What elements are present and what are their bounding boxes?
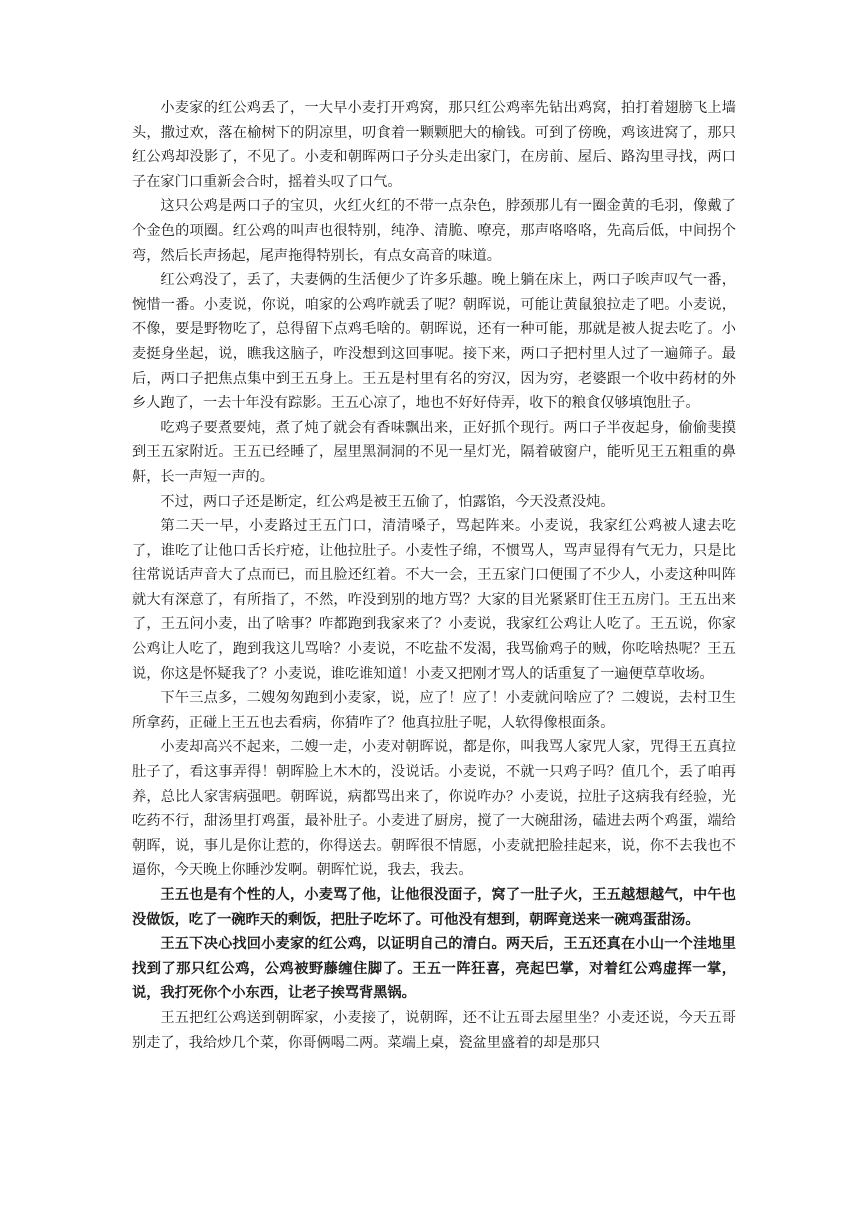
paragraph-4: 吃鸡子要煮要炖，煮了炖了就会有香味飘出来，正好抓个现行。两口子半夜起身，偷偷斐摸到王五家附近。王五已经睡了，屋里黑洞洞的不见一星灯光，隔着破窗户，能听见王五粗重的鼻鼾，长一声短一声的。: [132, 419, 736, 485]
paragraph-6: 第二天一早，小麦路过王五门口，清清嗓子，骂起阵来。小麦说，我家红公鸡被人逮去吃了，谁吃了让他口舌长疔疮，让他拉肚子。小麦性子绵，不惯骂人，骂声显得有气无力，只是比往常说话声音大了点而已，而且脸还红着。不大一会，王五家门口便围了不少人，小麦这种叫阵就大有深意了，有所指了，不然，咋没到别的地方骂？大家的目光紧紧盯住王五房门。王五出来了，王五问小麦，出了啥事？咋都跑到我家来了？小麦说，我家红公鸡让人吃了。王五说，你家公鸡让人吃了，跑到我这儿骂啥？小麦说，不吃盐不发渴，我骂偷鸡子的贼，你吃啥热呢？王五说，你这是怀疑我了？小麦说，谁吃谁知道！小麦又把刚才骂人的话重复了一遍便草草收场。: [132, 518, 736, 682]
paragraph-3: 红公鸡没了，丢了，夫妻俩的生活便少了许多乐趣。晚上躺在床上，两口子唉声叹气一番，惋惜一番。小麦说，你说，咱家的公鸡咋就丢了呢？朝晖说，可能让黄鼠狼拉走了吧。小麦说，不像，要是野物吃了，总得留下点鸡毛啥的。朝晖说，还有一种可能，那就是被人捉去吃了。小麦挺身坐起，说，瞧我这脑子，咋没想到这回事呢。接下来，两口子把村里人过了一遍筛子。最后，两口子把焦点集中到王五身上。王五是村里有名的穷汉，因为穷，老婆跟一个收中药材的外乡人跑了，一去十年没有踪影。王五心凉了，地也不好好侍弄，收下的粮食仅够填饱肚子。: [132, 272, 736, 412]
paragraph-7: 下午三点多，二嫂匆匆跑到小麦家，说，应了！应了！小麦就问啥应了？二嫂说，去村卫生所拿药，正碰上王五也去看病，你猜咋了？他真拉肚子呢，人软得像根面条。: [132, 690, 736, 731]
paragraph-10: 王五下决心找回小麦家的红公鸡，以证明自己的清白。两天后，王五还真在小山一个洼地里找到了那只红公鸡，公鸡被野藤缠住脚了。王五一阵狂喜，亮起巴掌，对着红公鸡虚挥一掌，说，我打死你个小东西，让老子挨骂背黑锅。: [132, 936, 736, 1002]
paragraph-8: 小麦却高兴不起来，二嫂一走，小麦对朝晖说，都是你，叫我骂人家咒人家，咒得王五真拉肚子了，看这事弄得！朝晖脸上木木的，没说话。小麦说，不就一只鸡子吗？值几个，丢了咱再养，总比人家害病强吧。朝晖说，病都骂出来了，你说咋办？小麦说，拉肚子这病我有经验，光吃药不行，甜汤里打鸡蛋，最补肚子。小麦进了厨房，搅了一大碗甜汤，磕进去两个鸡蛋，端给朝晖，说，事儿是你让惹的，你得送去。朝晖很不情愿，小麦就把脸挂起来，说，你不去我也不逼你，今天晚上你睡沙发啊。朝晖忙说，我去，我去。: [132, 739, 736, 879]
paragraph-1: 小麦家的红公鸡丢了，一大早小麦打开鸡窝，那只红公鸡率先钻出鸡窝，拍打着翅膀飞上墙头，撒过欢，落在榆树下的阴凉里，叨食着一颗颗肥大的榆钱。可到了傍晚，鸡该进窝了，那只红公鸡却没影了，不见了。小麦和朝晖两口子分头走出家门，在房前、屋后、路沟里寻找，两口子在家门口重新会合时，摇着头叹了口气。: [132, 100, 736, 190]
paragraph-9: 王五也是有个性的人，小麦骂了他，让他很没面子，窝了一肚子火，王五越想越气，中午也没做饭，吃了一碗昨天的剩饭，把肚子吃坏了。可他没有想到，朝晖竟送来一碗鸡蛋甜汤。: [132, 887, 736, 928]
article-body: [132, 96, 736, 1055]
paragraph-11: 王五把红公鸡送到朝晖家，小麦接了，说朝晖，还不让五哥去屋里坐？小麦还说，今天五哥别走了，我给炒几个菜，你哥俩喝二两。菜端上桌，瓷盆里盛着的却是那只: [132, 1009, 736, 1051]
paragraph-5: 不过，两口子还是断定，红公鸡是被王五偷了，怕露馅，今天没煮没炖。: [160, 493, 615, 510]
paragraph-2: 这只公鸡是两口子的宝贝，火红火红的不带一点杂色，脖颈那儿有一圈金黄的毛羽，像戴了个金色的项圈。红公鸡的叫声也很特别，纯净、清脆、嘹亮，那声咯咯咯，先高后低，中间拐个弯，然后长声扬起，尾声拖得特别长，有点女高音的味道。: [132, 198, 736, 264]
